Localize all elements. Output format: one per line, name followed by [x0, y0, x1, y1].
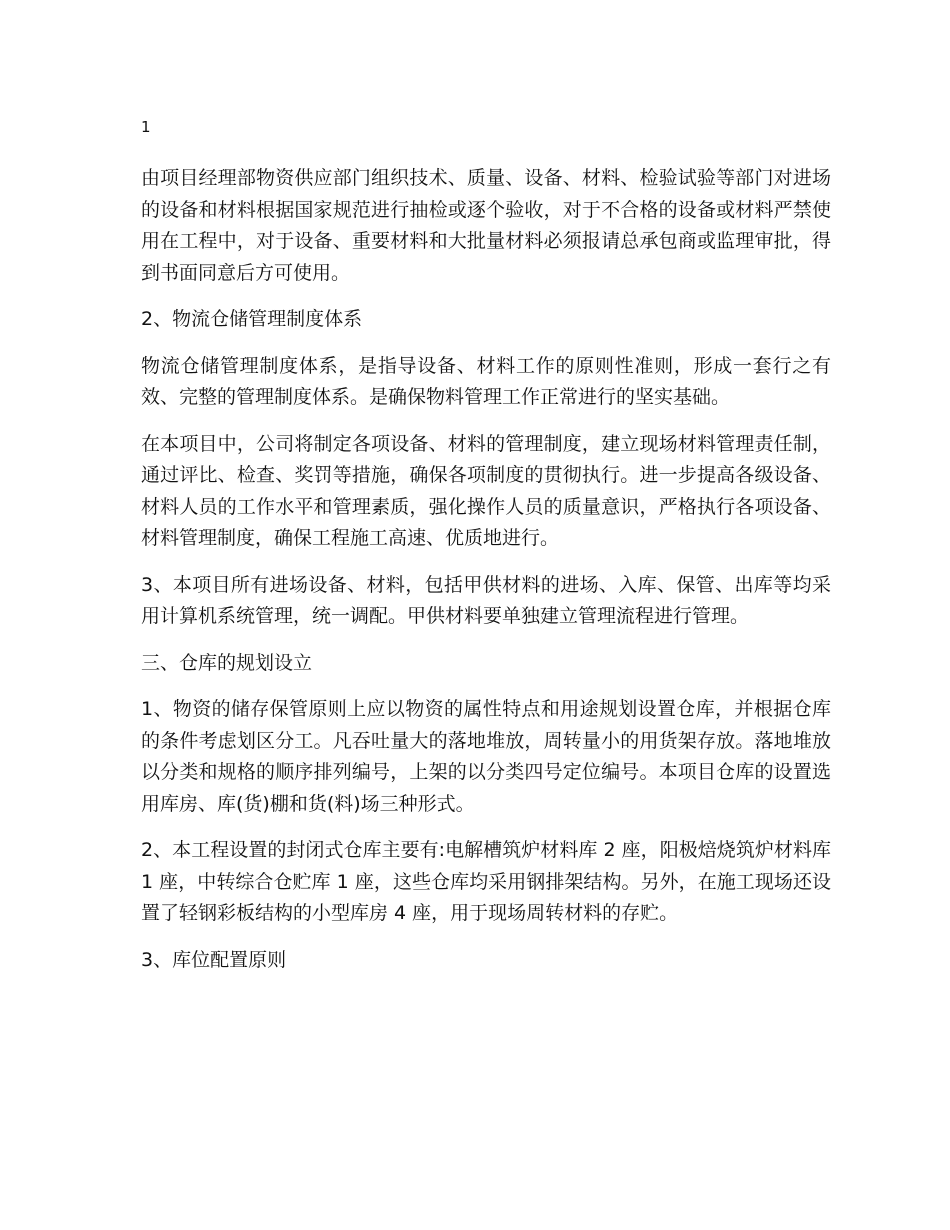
paragraph-management-rules: 在本项目中，公司将制定各项设备、材料的管理制度，建立现场材料管理责任制，通过评比、检查、奖罚等措施，确保各项制度的贯彻执行。进一步提高各级设备、材料人员的工作水平和管理素质，强化操作人员的质量意识，严格执行各项设备、材料管理制度，确保工程施工高速、优质地进行。 [141, 432, 831, 549]
section-heading-warehouse-planning: 三、仓库的规划设立 [141, 651, 313, 674]
paragraph-computer-management: 3、本项目所有进场设备、材料，包括甲供材料的进场、入库、保管、出库等均采用计算机系统管理，统一调配。甲供材料要单独建立管理流程进行管理。 [141, 573, 831, 627]
document-content [141, 116, 831, 991]
paragraph-logistics-system: 物流仓储管理制度体系，是指导设备、材料工作的原则性准则，形成一套行之有效、完整的管理制度体系。是确保物料管理工作正常进行的坚实基础。 [141, 354, 831, 408]
paragraph-storage-principles: 1、物资的储存保管原则上应以物资的属性特点和用途规划设置仓库，并根据仓库的条件考虑划区分工。凡吞吐量大的落地堆放，周转量小的用货架存放。落地堆放以分类和规格的顺序排列编号，上架的以分类四号定位编号。本项目仓库的设置选用库房、库(货)棚和货(料)场三种形式。 [141, 698, 831, 815]
section-heading-logistics-system: 2、物流仓储管理制度体系 [141, 308, 363, 330]
section-heading-location-principles: 3、库位配置原则 [141, 948, 287, 971]
paragraph-inspection: 由项目经理部物资供应部门组织技术、质量、设备、材料、检验试验等部门对进场的设备和材料根据国家规范进行抽检或逐个验收，对于不合格的设备或材料严禁使用在工程中，对于设备、重要材料和大批量材料必须报请总承包商或监理审批，得到书面同意后方可使用。 [141, 167, 831, 284]
page-number: 1 [141, 118, 151, 136]
paragraph-closed-warehouses: 2、本工程设置的封闭式仓库主要有:电解槽筑炉材料库 2 座，阳极焙烧筑炉材料库 1 座，中转综合仓贮库 1 座，这些仓库均采用钢排架结构。另外，在施工现场还设置了轻钢彩板结构的小型库房 4 座，用于现场周转材料的存贮。 [141, 839, 831, 924]
